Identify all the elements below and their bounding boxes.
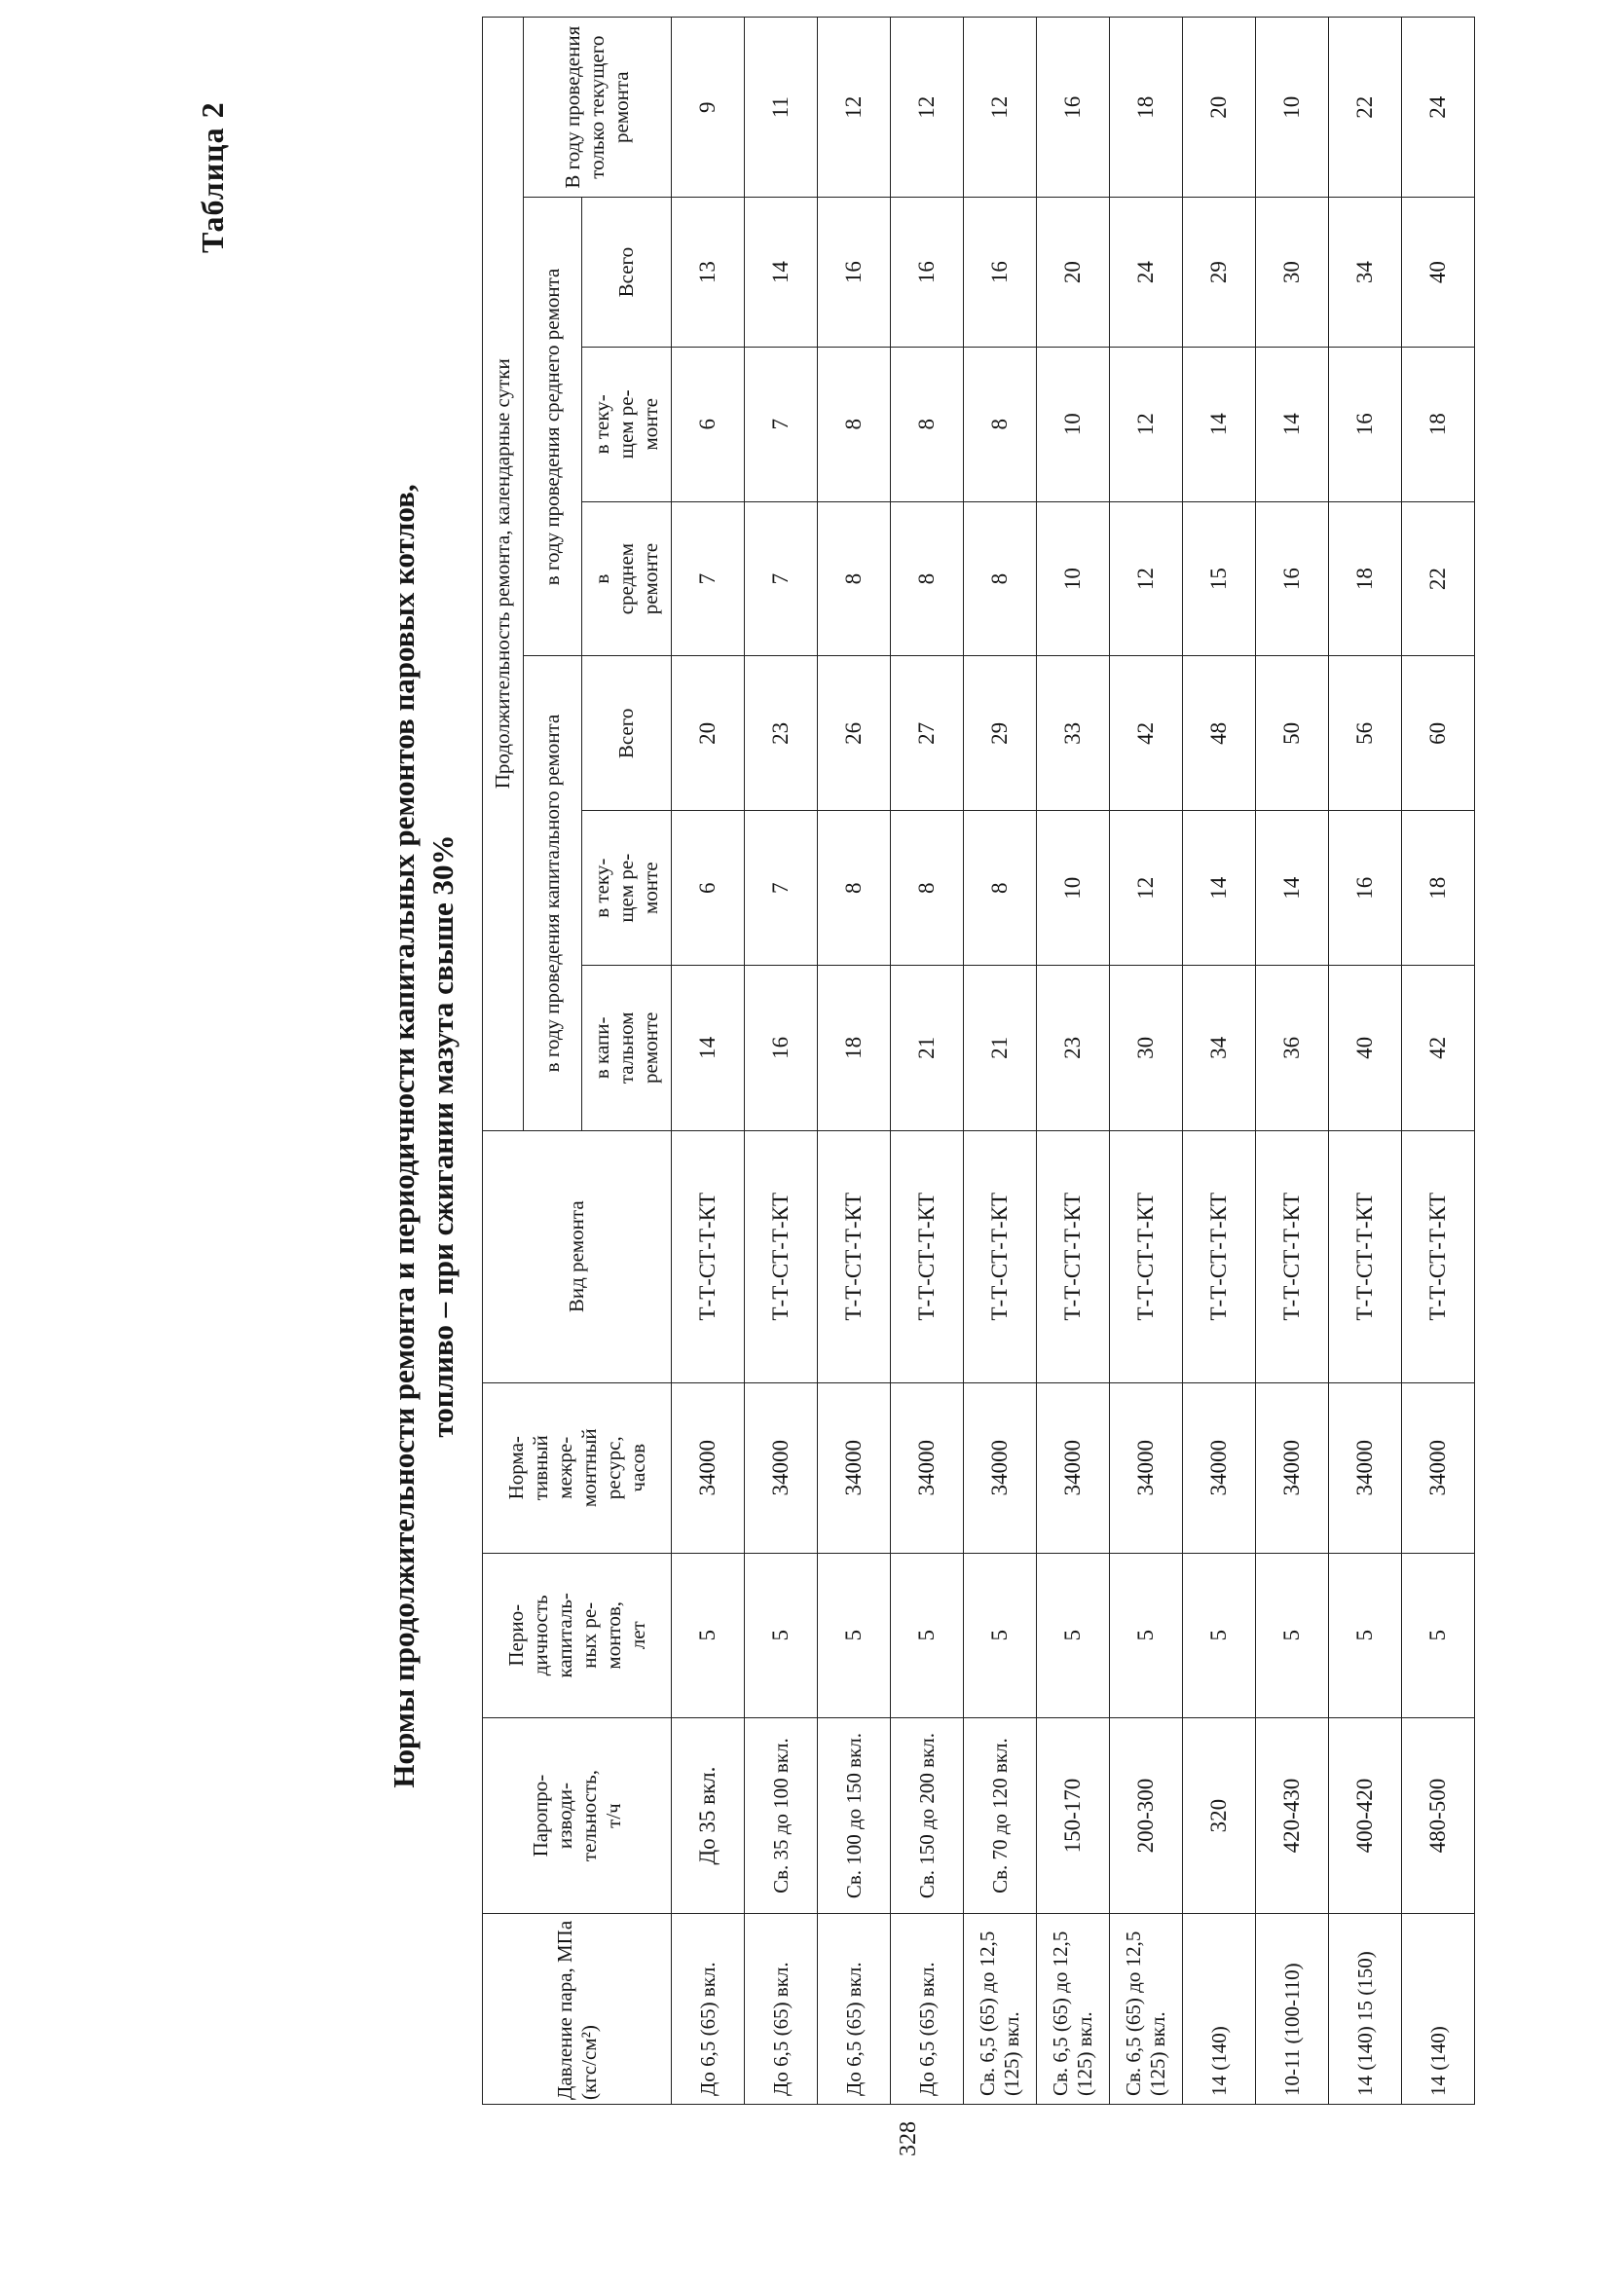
current-in-capital-year-cell: 8 bbox=[818, 811, 891, 966]
header-in-current-cap: в теку- щем ре- монте bbox=[582, 811, 672, 966]
pressure-cell: Св. 6,5 (65) до 12,5 (125) вкл. bbox=[964, 1914, 1037, 2105]
resource-cell: 34000 bbox=[891, 1382, 964, 1553]
current-only-year-cell: 12 bbox=[964, 18, 1037, 198]
current-in-middle-year-cell: 16 bbox=[1329, 347, 1402, 501]
current-only-year-cell: 12 bbox=[891, 18, 964, 198]
capacity-cell: Св. 35 до 100 вкл. bbox=[745, 1717, 818, 1913]
pressure-cell: Св. 6,5 (65) до 12,5 (125) вкл. bbox=[1110, 1914, 1183, 2105]
table-row bbox=[1037, 18, 1110, 2105]
capital-repair-days-cell: 40 bbox=[1329, 966, 1402, 1130]
middle-repair-days-cell: 10 bbox=[1037, 501, 1110, 656]
resource-cell: 34000 bbox=[1402, 1382, 1475, 1553]
pressure-cell: До 6,5 (65) вкл. bbox=[818, 1914, 891, 2105]
period-cell: 5 bbox=[1329, 1553, 1402, 1717]
table-row bbox=[745, 18, 818, 2105]
resource-cell: 34000 bbox=[672, 1382, 745, 1553]
period-cell: 5 bbox=[1110, 1553, 1183, 1717]
capacity-cell: 480-500 bbox=[1402, 1717, 1475, 1913]
repair-type-cell: Т-Т-СТ-Т-КТ bbox=[1110, 1130, 1183, 1382]
current-in-capital-year-cell: 6 bbox=[672, 811, 745, 966]
current-only-year-cell: 20 bbox=[1183, 18, 1256, 198]
period-cell: 5 bbox=[1402, 1553, 1475, 1717]
resource-cell: 34000 bbox=[745, 1382, 818, 1553]
current-in-middle-year-cell: 8 bbox=[891, 347, 964, 501]
capital-year-total-cell: 60 bbox=[1402, 656, 1475, 811]
pressure-cell: Св. 6,5 (65) до 12,5 (125) вкл. bbox=[1037, 1914, 1110, 2105]
table-row bbox=[1110, 18, 1183, 2105]
header-current-only: В году проведения только текущего ремонта bbox=[524, 18, 672, 198]
resource-cell: 34000 bbox=[1256, 1382, 1329, 1553]
title-line-2: топливо – при сжигании мазута свыше 30% bbox=[425, 834, 460, 1438]
pressure-cell: 10-11 (100-110) bbox=[1256, 1914, 1329, 2105]
resource-cell: 34000 bbox=[1037, 1382, 1110, 1553]
table-row bbox=[818, 18, 891, 2105]
header-repair-type: Вид ремонта bbox=[483, 1130, 672, 1382]
header-pressure: Давление пара, МПа (кгс/см²) bbox=[483, 1914, 672, 2105]
capital-year-total-cell: 27 bbox=[891, 656, 964, 811]
current-in-middle-year-cell: 7 bbox=[745, 347, 818, 501]
table-row bbox=[1183, 18, 1256, 2105]
middle-year-total-cell: 20 bbox=[1037, 198, 1110, 348]
middle-year-total-cell: 16 bbox=[818, 198, 891, 348]
resource-cell: 34000 bbox=[818, 1382, 891, 1553]
repair-type-cell: Т-Т-СТ-Т-КТ bbox=[891, 1130, 964, 1382]
period-cell: 5 bbox=[745, 1553, 818, 1717]
capital-year-total-cell: 23 bbox=[745, 656, 818, 811]
header-period: Перио- дичность капиталь- ных ре- монтов, лет bbox=[483, 1553, 672, 1717]
current-only-year-cell: 12 bbox=[818, 18, 891, 198]
header-duration: Продолжительность ремонта, календарные сутки bbox=[483, 18, 524, 1131]
repair-type-cell: Т-Т-СТ-Т-КТ bbox=[745, 1130, 818, 1382]
middle-repair-days-cell: 16 bbox=[1256, 501, 1329, 656]
capital-repair-days-cell: 18 bbox=[818, 966, 891, 1130]
current-in-capital-year-cell: 16 bbox=[1329, 811, 1402, 966]
repair-type-cell: Т-Т-СТ-Т-КТ bbox=[1183, 1130, 1256, 1382]
capital-year-total-cell: 20 bbox=[672, 656, 745, 811]
middle-year-total-cell: 16 bbox=[891, 198, 964, 348]
pressure-cell: До 6,5 (65) вкл. bbox=[672, 1914, 745, 2105]
capacity-cell: Св. 150 до 200 вкл. bbox=[891, 1717, 964, 1913]
pressure-cell: 14 (140) 15 (150) bbox=[1329, 1914, 1402, 2105]
current-in-capital-year-cell: 8 bbox=[964, 811, 1037, 966]
current-in-capital-year-cell: 14 bbox=[1256, 811, 1329, 966]
table-row bbox=[672, 18, 745, 2105]
repair-norms-table bbox=[482, 17, 1475, 2105]
pressure-cell: 14 (140) bbox=[1183, 1914, 1256, 2105]
header-capital-year: в году проведения капитального ремонта bbox=[524, 656, 582, 1130]
capital-repair-days-cell: 23 bbox=[1037, 966, 1110, 1130]
header-total-mid: Всего bbox=[582, 198, 672, 348]
table-body bbox=[672, 18, 1475, 2105]
header-resource: Норма- тивный межре- монтный ресурс, часов bbox=[483, 1382, 672, 1553]
pressure-cell: До 6,5 (65) вкл. bbox=[891, 1914, 964, 2105]
current-in-middle-year-cell: 18 bbox=[1402, 347, 1475, 501]
middle-repair-days-cell: 22 bbox=[1402, 501, 1475, 656]
capacity-cell: 320 bbox=[1183, 1717, 1256, 1913]
current-in-middle-year-cell: 8 bbox=[818, 347, 891, 501]
pressure-cell: До 6,5 (65) вкл. bbox=[745, 1914, 818, 2105]
middle-repair-days-cell: 8 bbox=[891, 501, 964, 656]
current-in-capital-year-cell: 14 bbox=[1183, 811, 1256, 966]
current-only-year-cell: 18 bbox=[1110, 18, 1183, 198]
repair-type-cell: Т-Т-СТ-Т-КТ bbox=[818, 1130, 891, 1382]
current-in-middle-year-cell: 12 bbox=[1110, 347, 1183, 501]
middle-year-total-cell: 24 bbox=[1110, 198, 1183, 348]
middle-year-total-cell: 40 bbox=[1402, 198, 1475, 348]
header-in-capital: в капи- тальном ремонте bbox=[582, 966, 672, 1130]
current-in-capital-year-cell: 12 bbox=[1110, 811, 1183, 966]
middle-year-total-cell: 16 bbox=[964, 198, 1037, 348]
capacity-cell: 400-420 bbox=[1329, 1717, 1402, 1913]
capacity-cell: Св. 70 до 120 вкл. bbox=[964, 1717, 1037, 1913]
period-cell: 5 bbox=[1256, 1553, 1329, 1717]
capital-year-total-cell: 26 bbox=[818, 656, 891, 811]
capital-year-total-cell: 33 bbox=[1037, 656, 1110, 811]
current-in-capital-year-cell: 18 bbox=[1402, 811, 1475, 966]
capital-repair-days-cell: 34 bbox=[1183, 966, 1256, 1130]
capital-year-total-cell: 42 bbox=[1110, 656, 1183, 811]
middle-repair-days-cell: 8 bbox=[818, 501, 891, 656]
capital-year-total-cell: 48 bbox=[1183, 656, 1256, 811]
capital-year-total-cell: 56 bbox=[1329, 656, 1402, 811]
table-row bbox=[891, 18, 964, 2105]
current-in-capital-year-cell: 10 bbox=[1037, 811, 1110, 966]
table-label: Таблица 2 bbox=[195, 101, 230, 253]
capacity-cell: Св. 100 до 150 вкл. bbox=[818, 1717, 891, 1913]
header-middle-year: в году проведения среднего ремонта bbox=[524, 198, 582, 656]
middle-repair-days-cell: 8 bbox=[964, 501, 1037, 656]
table-title bbox=[385, 187, 462, 2085]
period-cell: 5 bbox=[1183, 1553, 1256, 1717]
current-only-year-cell: 16 bbox=[1037, 18, 1110, 198]
repair-type-cell: Т-Т-СТ-Т-КТ bbox=[1256, 1130, 1329, 1382]
capacity-cell: 150-170 bbox=[1037, 1717, 1110, 1913]
current-only-year-cell: 11 bbox=[745, 18, 818, 198]
resource-cell: 34000 bbox=[1110, 1382, 1183, 1553]
period-cell: 5 bbox=[818, 1553, 891, 1717]
capacity-cell: До 35 вкл. bbox=[672, 1717, 745, 1913]
capital-year-total-cell: 29 bbox=[964, 656, 1037, 811]
capital-repair-days-cell: 21 bbox=[964, 966, 1037, 1130]
capital-repair-days-cell: 30 bbox=[1110, 966, 1183, 1130]
current-in-middle-year-cell: 8 bbox=[964, 347, 1037, 501]
header-capacity: Паропро- изводи- тельность, т/ч bbox=[483, 1717, 672, 1913]
middle-repair-days-cell: 15 bbox=[1183, 501, 1256, 656]
capacity-cell: 200-300 bbox=[1110, 1717, 1183, 1913]
capacity-cell: 420-430 bbox=[1256, 1717, 1329, 1913]
middle-repair-days-cell: 7 bbox=[672, 501, 745, 656]
repair-type-cell: Т-Т-СТ-Т-КТ bbox=[964, 1130, 1037, 1382]
middle-year-total-cell: 14 bbox=[745, 198, 818, 348]
current-in-middle-year-cell: 14 bbox=[1256, 347, 1329, 501]
middle-repair-days-cell: 18 bbox=[1329, 501, 1402, 656]
current-in-capital-year-cell: 8 bbox=[891, 811, 964, 966]
capital-repair-days-cell: 14 bbox=[672, 966, 745, 1130]
current-in-middle-year-cell: 10 bbox=[1037, 347, 1110, 501]
table-row bbox=[964, 18, 1037, 2105]
repair-type-cell: Т-Т-СТ-Т-КТ bbox=[1037, 1130, 1110, 1382]
repair-type-cell: Т-Т-СТ-Т-КТ bbox=[672, 1130, 745, 1382]
middle-year-total-cell: 30 bbox=[1256, 198, 1329, 348]
current-in-capital-year-cell: 7 bbox=[745, 811, 818, 966]
resource-cell: 34000 bbox=[1329, 1382, 1402, 1553]
title-line-1: Нормы продолжительности ремонта и периодичности капитальных ремонтов паровых котлов, bbox=[387, 484, 421, 1788]
current-in-middle-year-cell: 6 bbox=[672, 347, 745, 501]
middle-year-total-cell: 29 bbox=[1183, 198, 1256, 348]
resource-cell: 34000 bbox=[964, 1382, 1037, 1553]
middle-repair-days-cell: 7 bbox=[745, 501, 818, 656]
current-only-year-cell: 22 bbox=[1329, 18, 1402, 198]
capital-repair-days-cell: 36 bbox=[1256, 966, 1329, 1130]
capital-year-total-cell: 50 bbox=[1256, 656, 1329, 811]
capital-repair-days-cell: 42 bbox=[1402, 966, 1475, 1130]
table-row bbox=[1402, 18, 1475, 2105]
middle-year-total-cell: 13 bbox=[672, 198, 745, 348]
period-cell: 5 bbox=[891, 1553, 964, 1717]
table-row bbox=[1256, 18, 1329, 2105]
header-in-current-mid: в теку- щем ре- монте bbox=[582, 347, 672, 501]
current-only-year-cell: 24 bbox=[1402, 18, 1475, 198]
repair-type-cell: Т-Т-СТ-Т-КТ bbox=[1329, 1130, 1402, 1382]
table-row bbox=[1329, 18, 1402, 2105]
current-only-year-cell: 9 bbox=[672, 18, 745, 198]
current-in-middle-year-cell: 14 bbox=[1183, 347, 1256, 501]
middle-repair-days-cell: 12 bbox=[1110, 501, 1183, 656]
capital-repair-days-cell: 16 bbox=[745, 966, 818, 1130]
page-number: 328 bbox=[896, 2121, 921, 2156]
current-only-year-cell: 10 bbox=[1256, 18, 1329, 198]
repair-type-cell: Т-Т-СТ-Т-КТ bbox=[1402, 1130, 1475, 1382]
resource-cell: 34000 bbox=[1183, 1382, 1256, 1553]
middle-year-total-cell: 34 bbox=[1329, 198, 1402, 348]
header-total-cap: Всего bbox=[582, 656, 672, 811]
pressure-cell: 14 (140) bbox=[1402, 1914, 1475, 2105]
period-cell: 5 bbox=[672, 1553, 745, 1717]
period-cell: 5 bbox=[964, 1553, 1037, 1717]
period-cell: 5 bbox=[1037, 1553, 1110, 1717]
capital-repair-days-cell: 21 bbox=[891, 966, 964, 1130]
header-in-middle: в среднем ремонте bbox=[582, 501, 672, 656]
